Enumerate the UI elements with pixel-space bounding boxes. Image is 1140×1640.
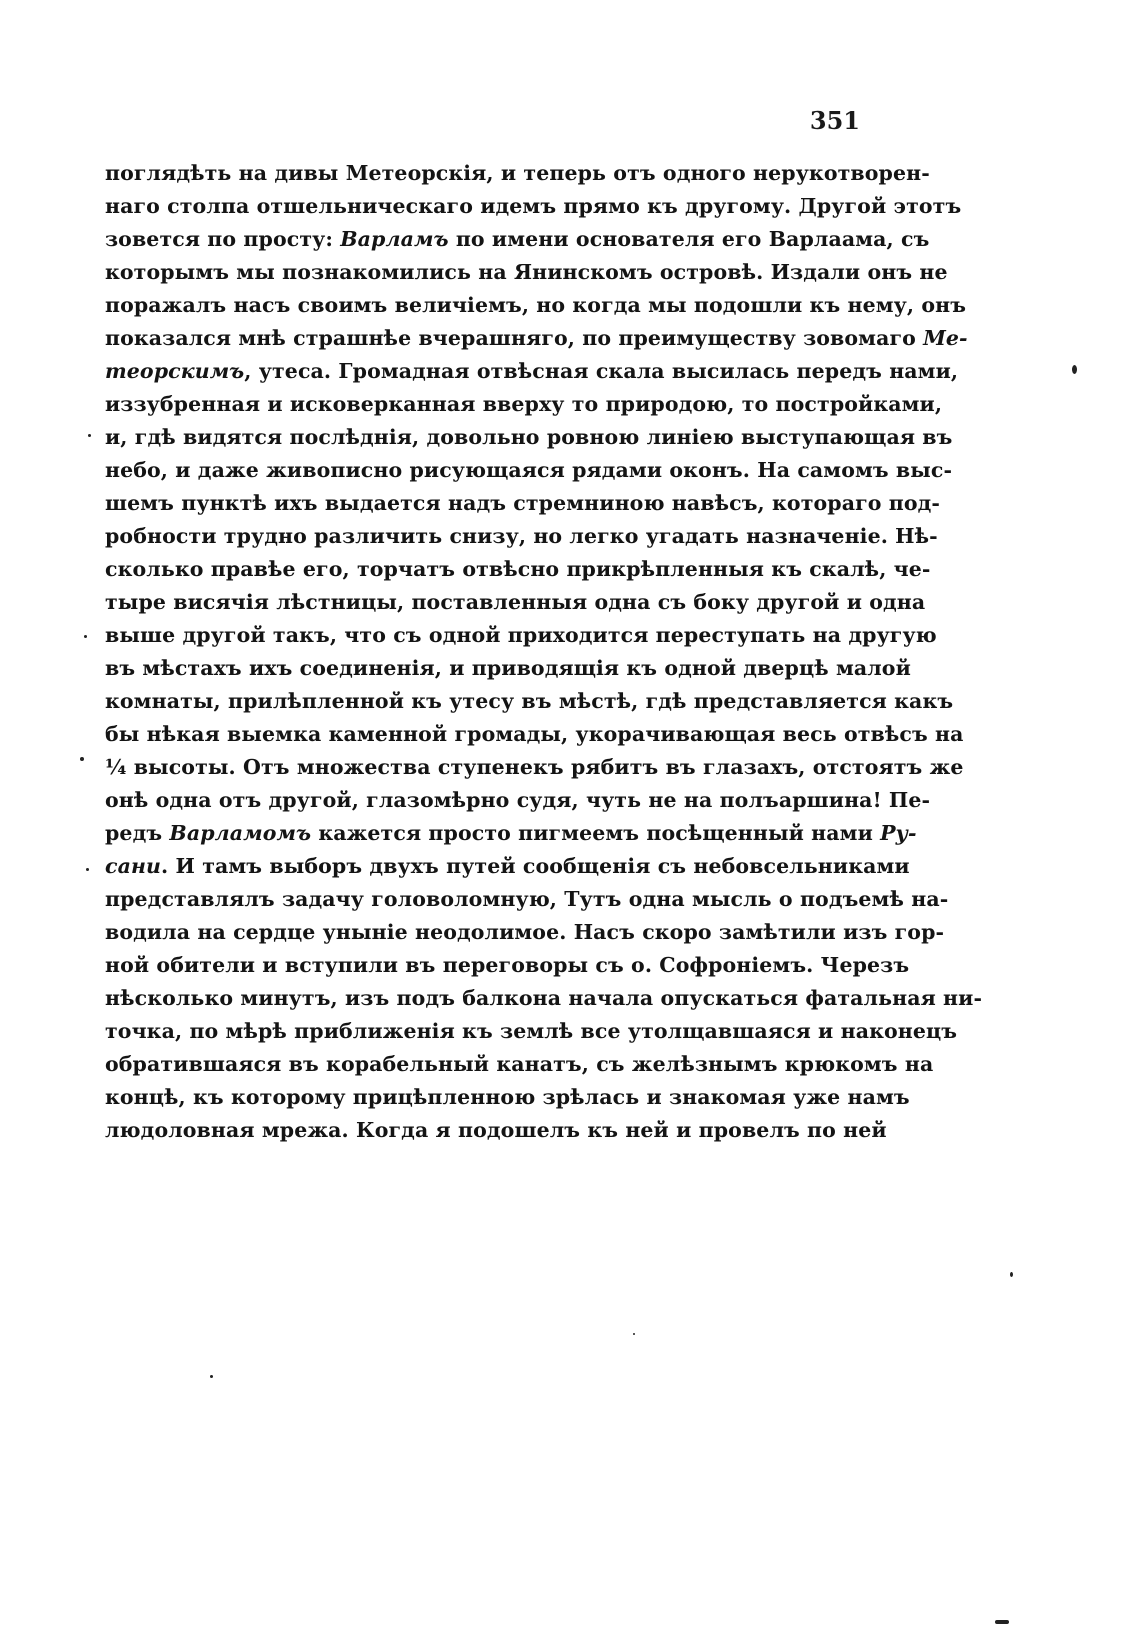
text-segment: наго столпа отшельническаго идемъ прямо къ другому. Другой этотъ — [105, 194, 962, 218]
text-segment: небо, и даже живописно рисующаяся рядами оконъ. На самомъ выс- — [105, 458, 953, 482]
italic-segment: Варламъ — [340, 227, 449, 251]
italic-segment: сани — [105, 854, 162, 878]
text-segment: , утеса. Громадная отвѣсная скала высилась передъ нами, — [244, 359, 959, 383]
text-segment: тыре висячія лѣстницы, поставленныя одна съ боку другой и одна — [105, 590, 926, 614]
scan-speck — [86, 868, 89, 871]
text-line — [105, 718, 964, 751]
text-line — [105, 289, 967, 322]
text-line — [105, 421, 953, 454]
text-segment: кажется просто пигмеемъ посѣщенный нами — [311, 821, 881, 845]
italic-segment: Ру- — [880, 821, 917, 845]
text-line — [105, 256, 948, 289]
text-segment: зовется по просту: — [105, 227, 341, 251]
scan-speck — [1010, 1272, 1013, 1277]
text-line — [105, 817, 917, 850]
text-line — [105, 190, 962, 223]
text-segment: поглядѣть на дивы Метеорскія, и теперь отъ одного нерукотворен- — [105, 161, 930, 185]
scan-speck — [995, 1620, 1009, 1624]
text-segment: водила на сердце уныніе неодолимое. Насъ скоро замѣтили изъ гор- — [105, 920, 945, 944]
text-line — [105, 619, 937, 652]
text-line — [105, 1015, 958, 1048]
text-segment: бы нѣкая выемка каменной громады, укорачивающая весь отвѣсъ на — [105, 722, 964, 746]
text-segment: и, гдѣ видятся послѣднія, довольно ровною линіею выступающая въ — [105, 425, 953, 449]
scan-speck — [1072, 365, 1077, 374]
text-line — [105, 454, 953, 487]
text-line — [105, 1114, 887, 1147]
text-line — [105, 520, 938, 553]
text-line — [105, 223, 930, 256]
scan-speck — [80, 757, 84, 761]
text-line — [105, 982, 983, 1015]
text-segment: въ мѣстахъ ихъ соединенія, и приводящія къ одной дверцѣ малой — [105, 656, 911, 680]
text-line — [105, 883, 949, 916]
text-segment: которымъ мы познакомились на Янинскомъ островѣ. Издали онъ не — [105, 260, 948, 284]
text-line — [105, 652, 911, 685]
text-line — [105, 586, 926, 619]
text-line — [105, 157, 930, 190]
scan-speck — [88, 434, 91, 437]
text-line — [105, 685, 954, 718]
text-line — [105, 1048, 934, 1081]
italic-segment: Ме- — [923, 326, 968, 350]
italic-segment: Варламомъ — [169, 821, 312, 845]
text-segment: нѣсколько минутъ, изъ подъ балкона начала опускаться фатальная ни- — [105, 986, 983, 1010]
text-line — [105, 553, 931, 586]
text-line — [105, 751, 964, 784]
text-line — [105, 355, 959, 388]
text-line — [105, 388, 943, 421]
text-line — [105, 487, 941, 520]
text-segment: выше другой такъ, что съ одной приходится переступать на другую — [105, 623, 937, 647]
text-segment: ¼ высоты. Отъ множества ступенекъ рябитъ въ глазахъ, отстоятъ же — [105, 755, 964, 779]
text-segment: представлялъ задачу головоломную, Тутъ одна мысль о подъемѣ на- — [105, 887, 949, 911]
text-segment: ной обители и вступили въ переговоры съ о. Софроніемъ. Черезъ — [105, 953, 910, 977]
text-segment: по имени основателя его Варлаама, съ — [448, 227, 930, 251]
text-segment: редъ — [105, 821, 170, 845]
text-segment: комнаты, прилѣпленной къ утесу въ мѣстѣ, гдѣ представляется какъ — [105, 689, 954, 713]
text-segment: обратившаяся въ корабельный канатъ, съ желѣзнымъ крюкомъ на — [105, 1052, 934, 1076]
text-segment: онѣ одна отъ другой, глазомѣрно судя, чуть не на полъаршина! Пе- — [105, 788, 931, 812]
text-segment: робности трудно различить снизу, но легко угадать назначеніе. Нѣ- — [105, 524, 938, 548]
text-segment: . И тамъ выборъ двухъ путей сообщенія съ небовсельниками — [161, 854, 910, 878]
text-line — [105, 949, 910, 982]
text-segment: точка, по мѣрѣ приближенія къ землѣ все утолщавшаяся и наконецъ — [105, 1019, 958, 1043]
text-segment: людоловная мрежа. Когда я подошелъ къ ней и провелъ по ней — [105, 1118, 887, 1142]
text-segment: иззубренная и исковерканная вверху то природою, то постройками, — [105, 392, 943, 416]
text-segment: концѣ, къ которому прицѣпленною зрѣлась и знакомая уже намъ — [105, 1085, 910, 1109]
text-segment: показался мнѣ страшнѣе вчерашняго, по преимуществу зовомаго — [105, 326, 924, 350]
italic-segment: теорскимъ — [105, 359, 245, 383]
scan-speck — [84, 635, 87, 638]
text-line — [105, 850, 910, 883]
scan-speck — [633, 1333, 635, 1335]
text-line — [105, 322, 968, 355]
text-segment: поражалъ насъ своимъ величіемъ, но когда мы подошли къ нему, онъ — [105, 293, 967, 317]
text-segment: сколько правѣе его, торчатъ отвѣсно прикрѣпленныя къ скалѣ, че- — [105, 557, 931, 581]
body-text — [105, 157, 983, 1147]
page-number: 351 — [809, 106, 860, 135]
text-line — [105, 784, 931, 817]
text-line — [105, 1081, 910, 1114]
text-line — [105, 916, 945, 949]
text-segment: шемъ пунктѣ ихъ выдается надъ стремниною навѣсъ, котораго под- — [105, 491, 941, 515]
scan-speck — [210, 1375, 213, 1378]
